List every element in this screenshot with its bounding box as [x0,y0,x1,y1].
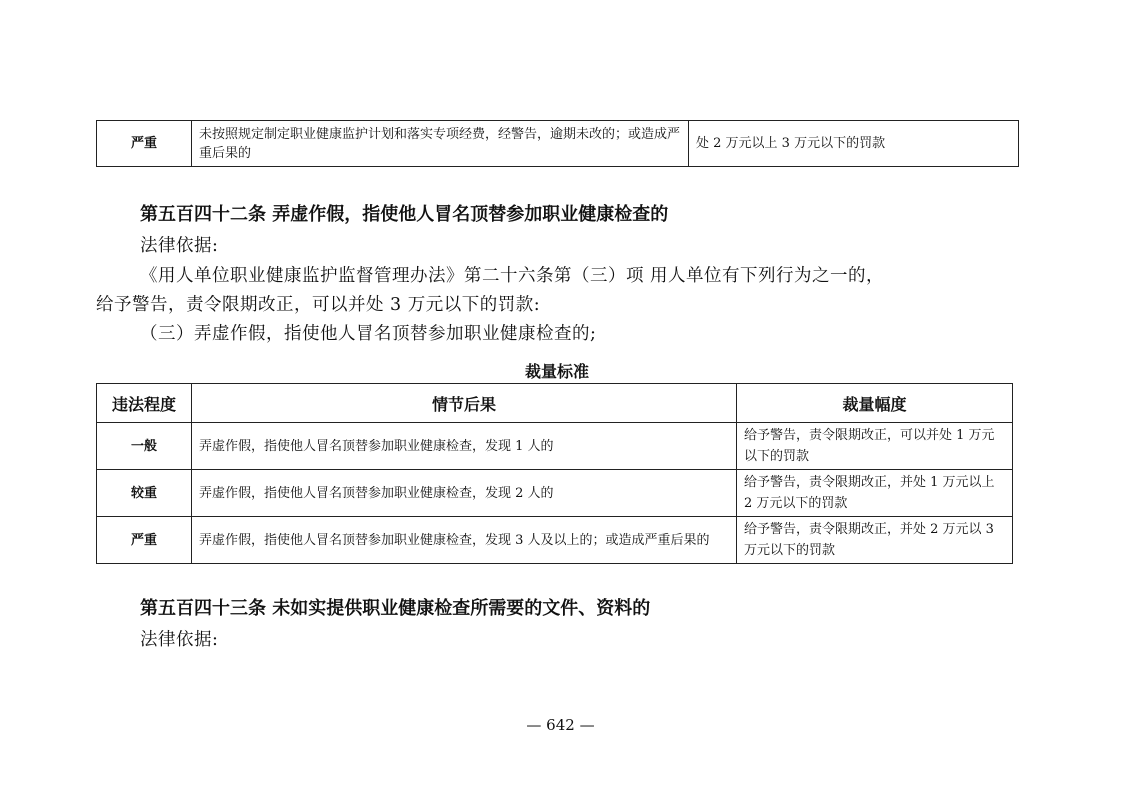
table-row [97,517,1013,564]
article-543-heading: 第五百四十三条 未如实提供职业健康检查所需要的文件、资料的 [140,598,651,619]
legal-item-3: （三）弄虚作假，指使他人冒名顶替参加职业健康检查的; [140,324,597,344]
table-caption: 裁量标准 [524,362,589,381]
circumstance-cell: 弄虚作假，指使他人冒名顶替参加职业健康检查，发现 1 人的 [192,423,737,470]
circumstance-cell: 弄虚作假，指使他人冒名顶替参加职业健康检查，发现 3 人及以上的；或造成严重后果的 [192,517,737,564]
column-header: 裁量幅度 [737,384,1013,423]
penalty-cell: 给予警告，责令限期改正，并处 1 万元以上 2 万元以下的罚款 [737,470,1013,517]
discretion-standard-table [96,383,1013,564]
column-header: 违法程度 [97,384,192,423]
article-542-heading: 第五百四十二条 弄虚作假，指使他人冒名顶替参加职业健康检查的 [140,204,669,225]
table-row [97,423,1013,470]
circumstance-cell: 未按照规定制定职业健康监护计划和落实专项经费，经警告，逾期未改的；或造成严重后果的 [192,121,689,167]
degree-cell: 严重 [97,517,192,564]
table-row [97,470,1013,517]
column-header: 情节后果 [192,384,737,423]
penalty-cell: 处 2 万元以上 3 万元以下的罚款 [689,121,1019,167]
top-penalty-table [96,120,1019,167]
degree-cell: 一般 [97,423,192,470]
page-number: — 642 — [526,716,595,734]
degree-cell: 严重 [97,121,192,167]
penalty-cell: 给予警告，责令限期改正，并处 2 万元以 3 万元以下的罚款 [737,517,1013,564]
legal-basis-label: 法律依据: [140,630,219,650]
degree-cell: 较重 [97,470,192,517]
circumstance-cell: 弄虚作假，指使他人冒名顶替参加职业健康检查，发现 2 人的 [192,470,737,517]
table-row [97,121,1019,167]
legal-basis-line: 给予警告，责令限期改正，可以并处 3 万元以下的罚款: [96,295,541,315]
penalty-cell: 给予警告，责令限期改正，可以并处 1 万元以下的罚款 [737,423,1013,470]
legal-basis-line: 《用人单位职业健康监护监督管理办法》第二十六条第（三）项 用人单位有下列行为之一的， [140,266,885,286]
table-header-row [97,384,1013,423]
legal-basis-label: 法律依据: [140,236,219,256]
